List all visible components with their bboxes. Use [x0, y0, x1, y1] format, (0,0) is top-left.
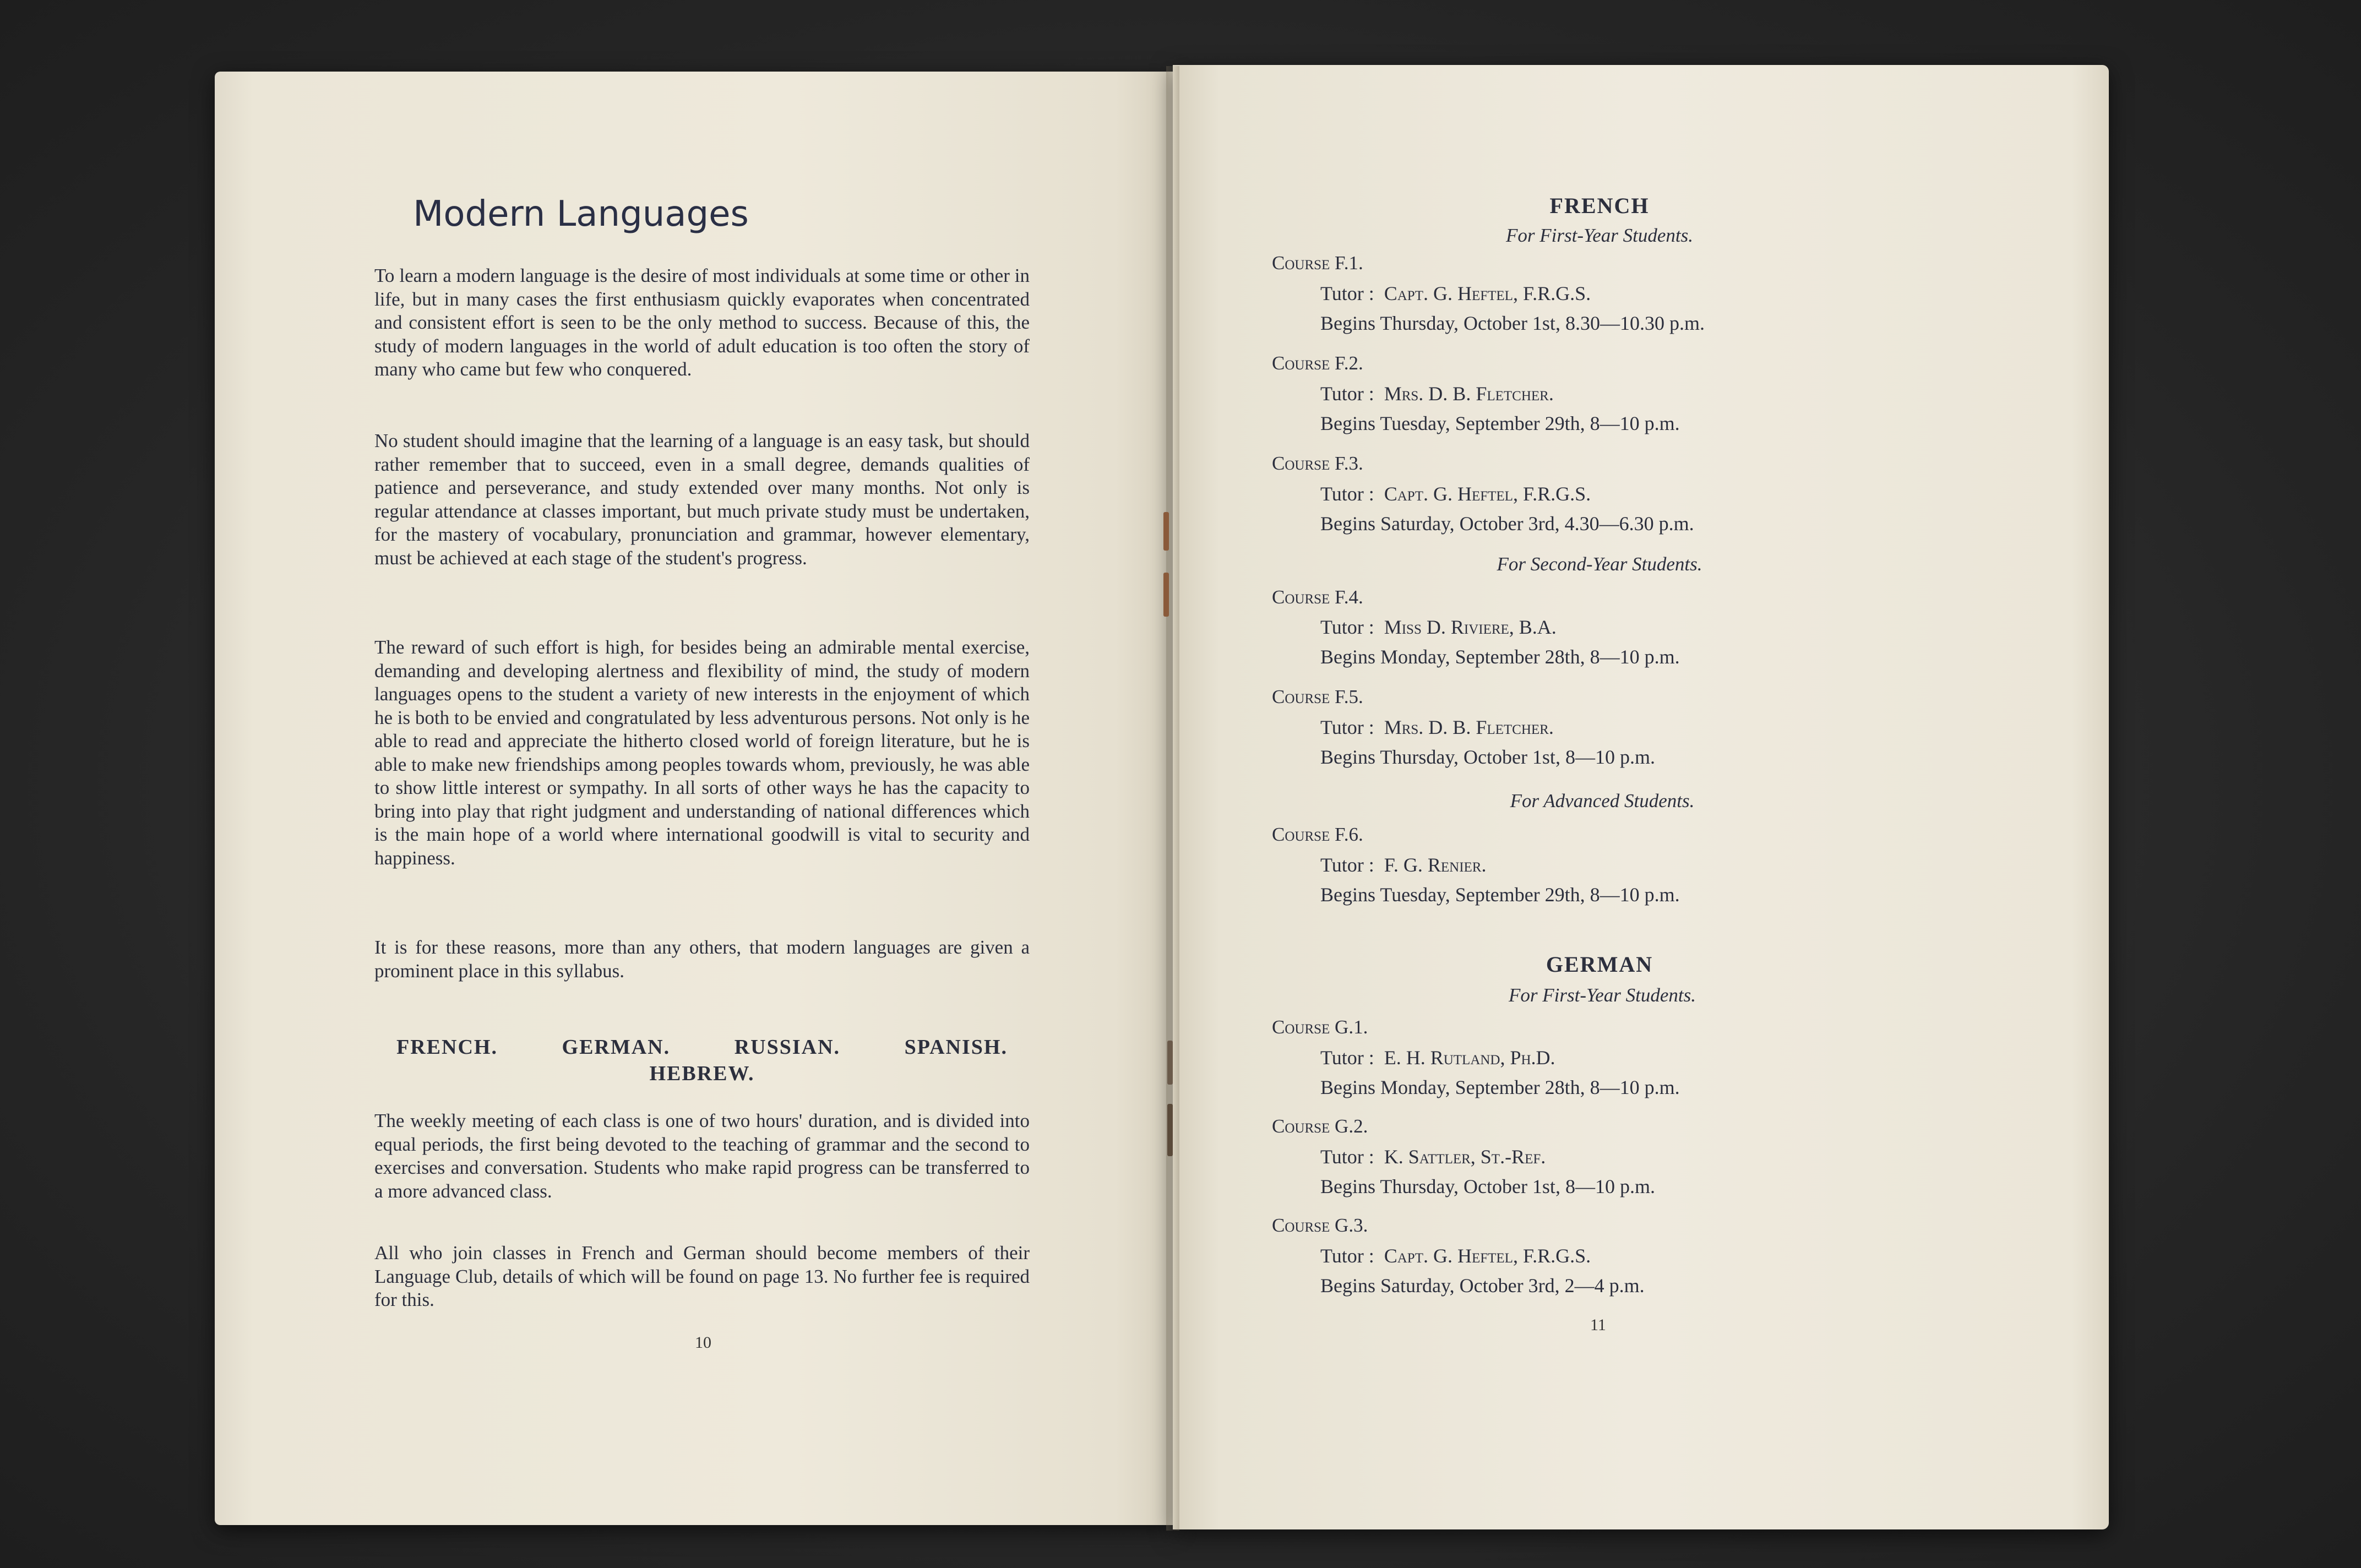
course-f5-begins: Begins Thursday, October 1st, 8—10 p.m. [1320, 746, 1655, 768]
course-g3-begins: Begins Saturday, October 3rd, 2—4 p.m. [1320, 1275, 1645, 1297]
page-title: Modern Languages [413, 194, 749, 235]
staple-top-2 [1163, 573, 1169, 617]
course-f3-tutor: Tutor : Capt. G. Heftel, F.R.G.S. [1320, 483, 1591, 505]
course-f6-begins: Begins Tuesday, September 29th, 8—10 p.m. [1320, 884, 1680, 906]
course-f3: Course F.3. [1272, 453, 1363, 474]
course-g2-tutor: Tutor : K. Sattler, St.-Ref. [1320, 1146, 1546, 1168]
course-g3: Course G.3. [1272, 1215, 1368, 1236]
french-heading: FRENCH [1549, 193, 1650, 218]
intro-paragraph-4: It is for these reasons, more than any others, that modern languages are given a prominent place in this syllabus. [374, 937, 1030, 982]
language-french: FRENCH. [396, 1036, 498, 1059]
page-number-right: 11 [1590, 1316, 1606, 1334]
language-hebrew: HEBREW. [649, 1062, 755, 1085]
course-f6-tutor: Tutor : F. G. Renier. [1320, 854, 1487, 876]
course-g2: Course G.2. [1272, 1115, 1368, 1137]
staple-top [1163, 512, 1169, 551]
course-g3-tutor: Tutor : Capt. G. Heftel, F.R.G.S. [1320, 1245, 1591, 1267]
course-f5: Course F.5. [1272, 686, 1363, 707]
course-f1-begins: Begins Thursday, October 1st, 8.30—10.30 p.m. [1320, 312, 1705, 334]
course-f2-tutor: Tutor : Mrs. D. B. Fletcher. [1320, 383, 1554, 405]
languages-list [374, 1035, 1030, 1086]
french-advanced-label: For Advanced Students. [1510, 790, 1695, 812]
course-g1-tutor: Tutor : E. H. Rutland, Ph.D. [1320, 1047, 1555, 1069]
course-f1-tutor: Tutor : Capt. G. Heftel, F.R.G.S. [1320, 282, 1591, 304]
german-heading: GERMAN [1546, 952, 1653, 977]
course-f2-begins: Begins Tuesday, September 29th, 8—10 p.m. [1320, 412, 1680, 434]
staple-bottom-2 [1167, 1104, 1173, 1156]
staple-bottom [1167, 1041, 1173, 1085]
course-g1: Course G.1. [1272, 1016, 1368, 1038]
course-f4: Course F.4. [1272, 586, 1363, 608]
language-russian: RUSSIAN. [734, 1036, 841, 1059]
course-f2: Course F.2. [1272, 352, 1363, 374]
book-spine [1166, 66, 1179, 1531]
course-g1-begins: Begins Monday, September 28th, 8—10 p.m. [1320, 1076, 1680, 1098]
course-f4-tutor: Tutor : Miss D. Riviere, B.A. [1320, 616, 1557, 638]
course-f3-begins: Begins Saturday, October 3rd, 4.30—6.30 p.m. [1320, 513, 1694, 535]
course-f1: Course F.1. [1272, 252, 1363, 274]
page-number-left: 10 [695, 1333, 711, 1352]
intro-paragraph-2: No student should imagine that the learning of a language is an easy task, but should rather remember that to succeed, even in a small degree, demands qualities of patience and perseverance, and study extended over many months. Not only is regular attendance at classes important, but much private study must be undertaken, for the mastery of vocabulary, pronunciation and grammar, however elementary, must be achieved at each stage of the student's progress. [374, 430, 1030, 569]
course-g2-begins: Begins Thursday, October 1st, 8—10 p.m. [1320, 1175, 1655, 1197]
course-f6: Course F.6. [1272, 824, 1363, 845]
language-german: GERMAN. [562, 1036, 671, 1059]
language-spanish: SPANISH. [904, 1036, 1008, 1059]
german-first-year-label: For First-Year Students. [1509, 984, 1696, 1006]
french-second-year-label: For Second-Year Students. [1497, 553, 1702, 575]
course-f4-begins: Begins Monday, September 28th, 8—10 p.m. [1320, 646, 1680, 668]
course-f5-tutor: Tutor : Mrs. D. B. Fletcher. [1320, 716, 1554, 738]
class-info-paragraph: The weekly meeting of each class is one of two hours' duration, and is divided into equal periods, the first being devoted to the teaching of grammar and the second to exercises and conversation. Students who make rapid progress can be transferred to a more advanced class. [374, 1110, 1030, 1202]
french-first-year-label: For First-Year Students. [1506, 225, 1693, 246]
intro-paragraph-1: To learn a modern language is the desire of most individuals at some time or other in life, but in many cases the first enthusiasm quickly evaporates when concentrated and consistent effort is seen to be the only method to success. Because of this, the study of modern languages in the world of adult education is too often the story of many who came but few who conquered. [374, 265, 1030, 380]
club-info-paragraph: All who join classes in French and German should become members of their Language Club, details of which will be found on page 13. No further fee is required for this. [374, 1242, 1030, 1310]
intro-paragraph-3: The reward of such effort is high, for besides being an admirable mental exercise, demanding and developing alertness and flexibility of mind, the study of modern languages opens to the student a variety of new interests in the enjoyment of which he is both to be envied and congratulated by less adventurous persons. Not only is he able to read and appreciate the hitherto closed world of foreign literature, but he is able to make new friendships among peoples towards whom, previously, he was able to show little interest or sympathy. In all sorts of other ways he has the capacity to bring into play that right judgment and understanding of national differences which is the main hope of a world where international goodwill is vital to security and happiness. [374, 636, 1030, 869]
